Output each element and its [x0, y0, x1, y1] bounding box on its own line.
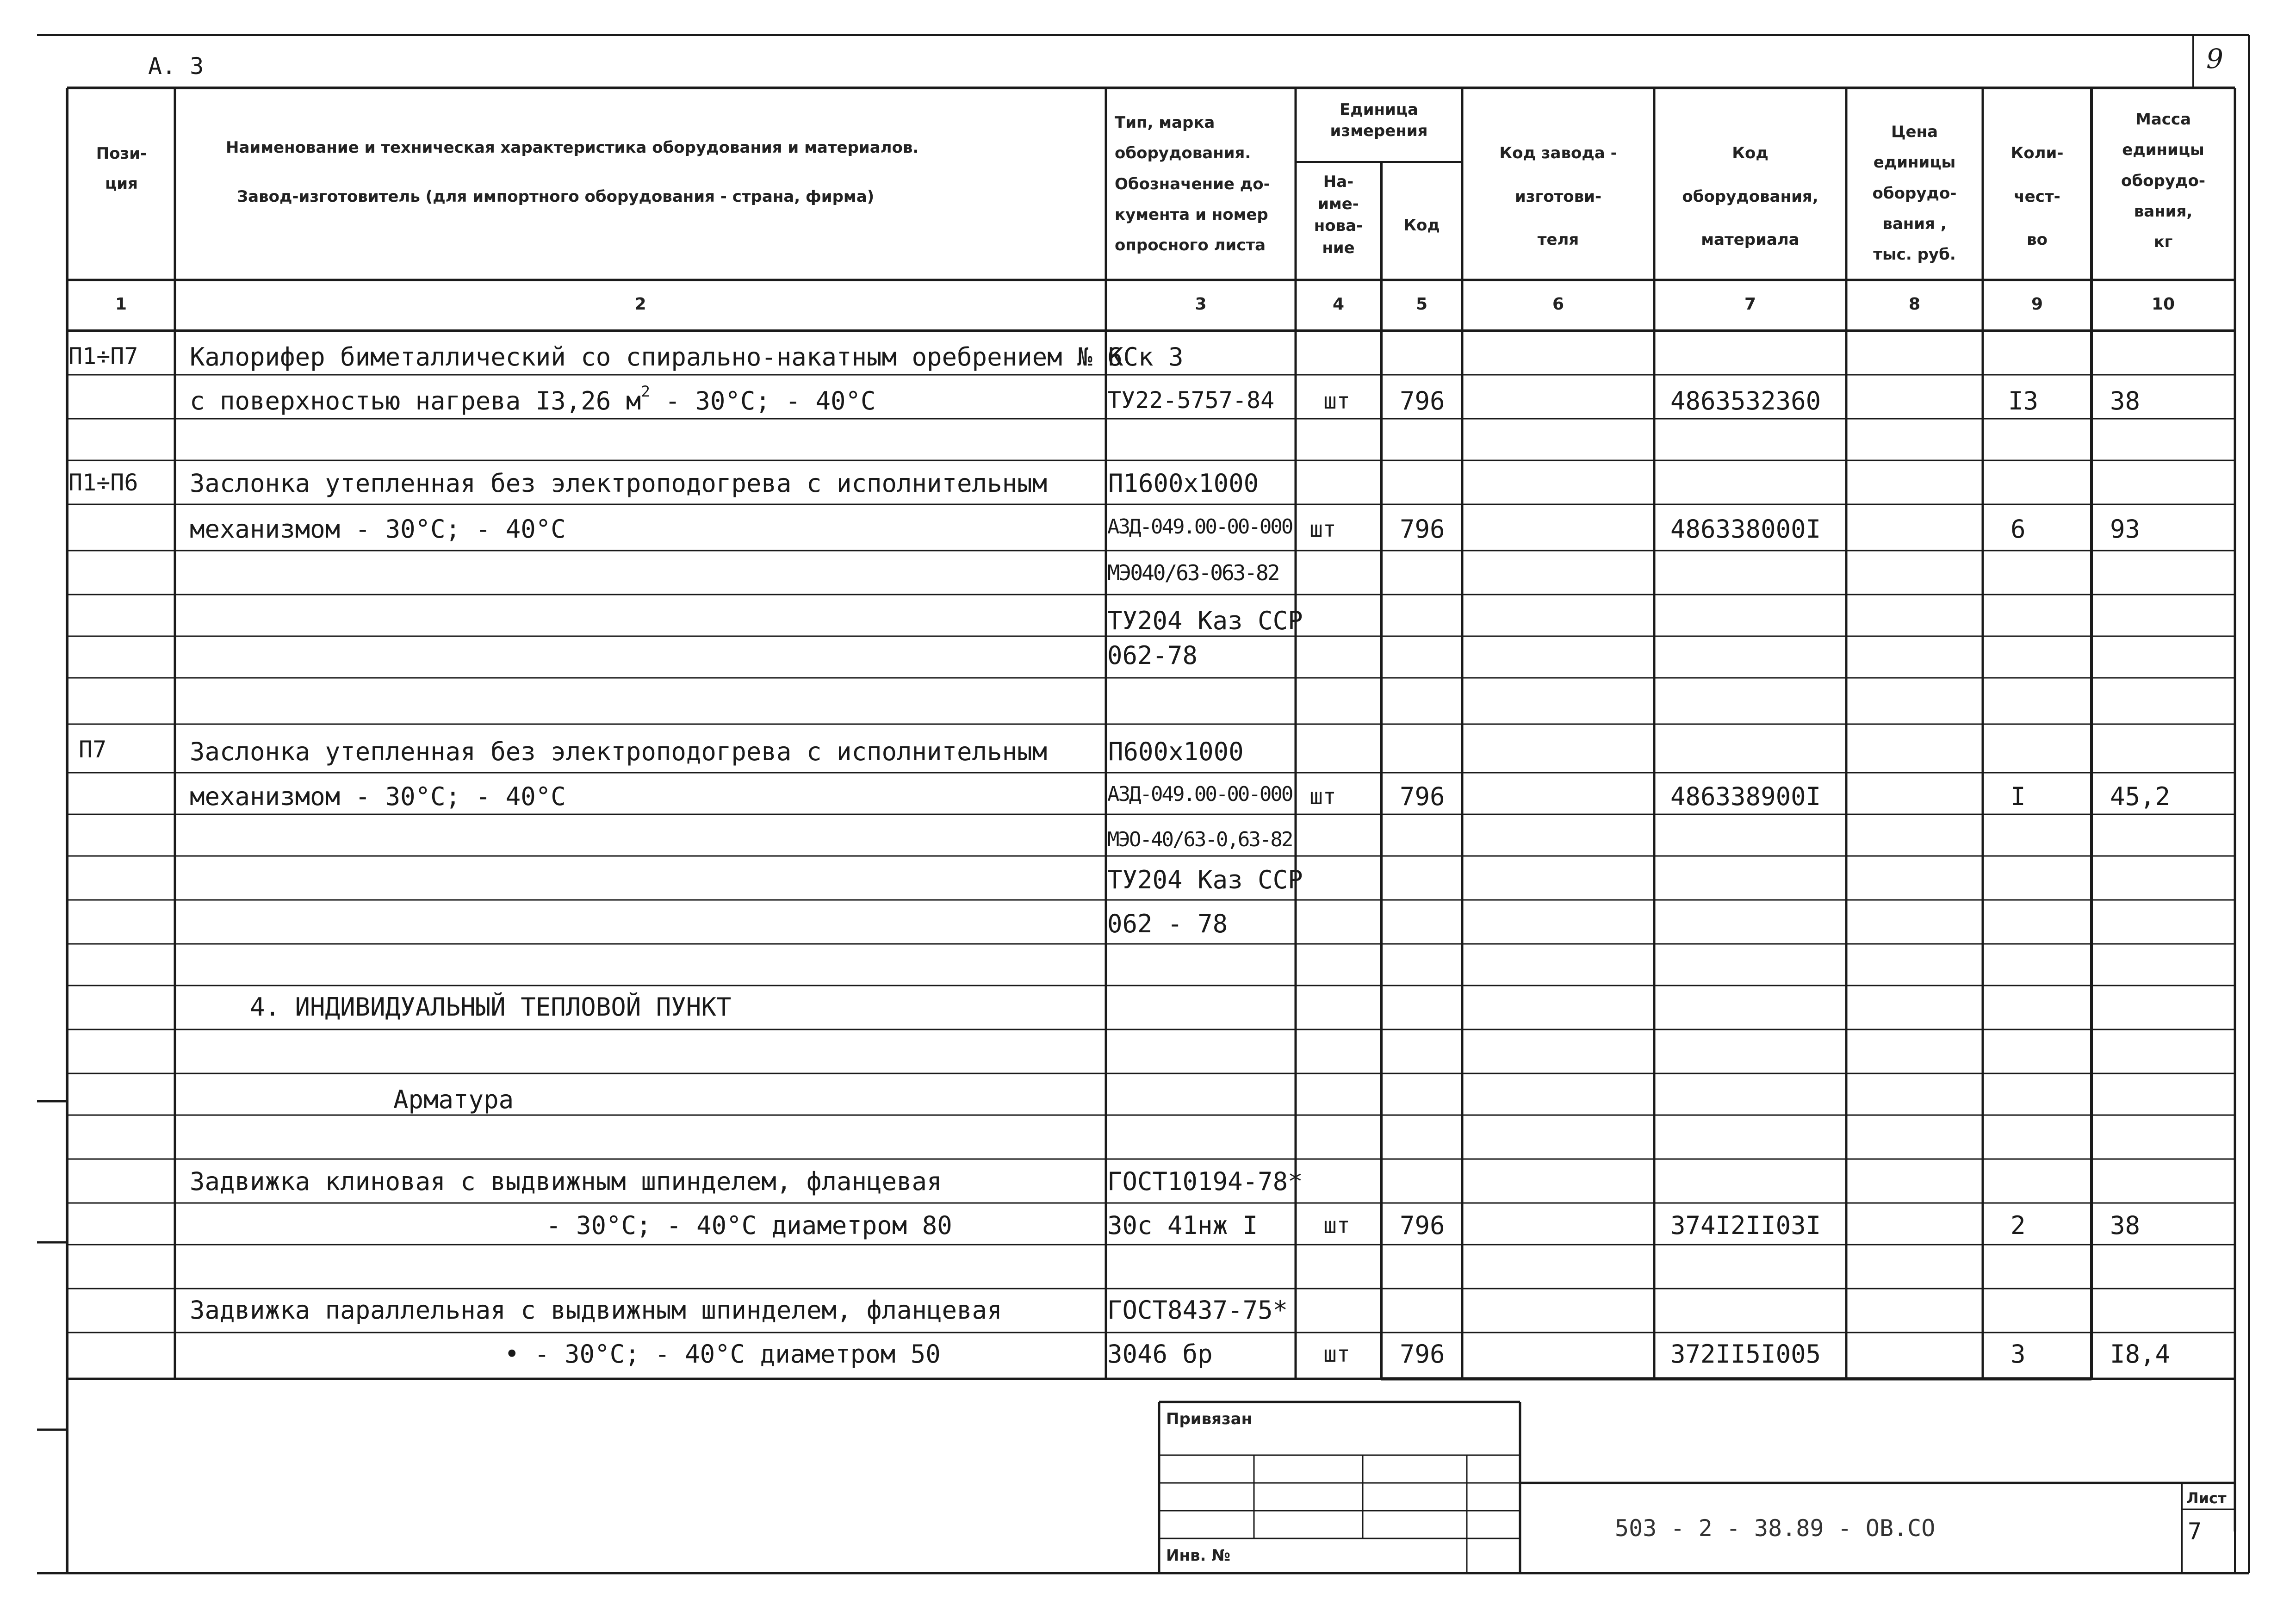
row-quantity: 2 [2011, 1211, 2026, 1240]
row-type: АЗД-049.00-00-000 [1107, 782, 1292, 806]
row-name: Задвижка клиновая с выдвижным шпинделем, фланцевая [190, 1167, 942, 1196]
row-type: МЭО-40/63-0,63-82 [1107, 828, 1292, 851]
row-equipment-code: 4863532360 [1670, 386, 1821, 415]
col-number-7: 7 [1744, 295, 1756, 314]
row-name: механизмом - 30°С; - 40°С [190, 515, 566, 544]
header-name-line1: Наименование и техническая характеристика оборудования и материалов. [226, 138, 919, 157]
stamp-list-label: Лист [2186, 1489, 2227, 1507]
row-name: Заслонка утепленная без электроподогрева с исполнительным [190, 469, 1048, 498]
row-equipment-code: 372II5I005 [1670, 1339, 1821, 1369]
col-number-3: 3 [1195, 295, 1207, 314]
row-unit: шт [1309, 784, 1336, 810]
row-mass: 38 [2110, 386, 2141, 415]
sheet-number-top: 9 [2206, 43, 2223, 74]
row-mass: 38 [2110, 1211, 2141, 1240]
row-code: 796 [1400, 1211, 1445, 1240]
header-unit-code: Код [1403, 216, 1440, 235]
subsection-heading: Арматура [393, 1085, 514, 1114]
row-quantity: I [2011, 782, 2026, 811]
row-type: МЭ040/63-063-82 [1107, 560, 1279, 585]
header-type-mark: Тип, марка оборудования. Обозначение до- кумента и номер опросного листа [1115, 113, 1270, 255]
row-equipment-code: 486338900I [1670, 782, 1821, 811]
col-number-2: 2 [634, 295, 646, 314]
row-quantity: 3 [2011, 1339, 2026, 1369]
superscript: 2 [641, 383, 650, 400]
col-number-1: 1 [115, 295, 127, 314]
section-heading: 4. ИНДИВИДУАЛЬНЫЙ ТЕПЛОВОЙ ПУНКТ [250, 992, 732, 1022]
row-unit: шт [1323, 1341, 1350, 1367]
row-type: П1600х1000 [1108, 469, 1259, 498]
row-equipment-code: 486338000I [1670, 515, 1821, 544]
row-type: 062-78 [1107, 641, 1198, 670]
col-number-8: 8 [1908, 295, 1921, 314]
header-equipment-code: Код оборудования, материала [1682, 144, 1818, 249]
row-type: П600х1000 [1108, 737, 1244, 766]
stamp-inv-no: Инв. № [1166, 1546, 1231, 1565]
row-name: Заслонка утепленная без электроподогрева с исполнительным [190, 737, 1048, 766]
row-type: 3046 бр [1107, 1339, 1213, 1369]
row-mass: I8,4 [2110, 1339, 2171, 1369]
row-code: 796 [1400, 1339, 1445, 1369]
row-name: механизмом - 30°С; - 40°С [190, 782, 566, 811]
row-type: ТУ204 Каз ССР [1107, 865, 1303, 894]
corner-label: А. 3 [148, 53, 204, 80]
row-mass: 45,2 [2110, 782, 2171, 811]
row-unit: шт [1309, 516, 1336, 542]
row-position: П7 [79, 736, 107, 763]
stamp-privyazan: Привязан [1166, 1410, 1253, 1428]
row-position: П1÷П6 [68, 469, 138, 496]
row-type: АЗД-049.00-00-000 [1107, 515, 1292, 539]
row-code: 796 [1400, 386, 1445, 415]
row-name: Задвижка параллельная с выдвижным шпинделем, фланцевая [190, 1296, 1002, 1325]
col-number-4: 4 [1332, 295, 1345, 314]
row-position: П1÷П7 [68, 343, 138, 370]
row-code: 796 [1400, 515, 1445, 544]
row-type: КСк 3 [1108, 342, 1184, 372]
col-number-5: 5 [1415, 295, 1428, 314]
header-name-line2: Завод-изготовитель (для импортного оборудования - страна, фирма) [237, 187, 875, 206]
row-type: 062 - 78 [1107, 909, 1228, 938]
header-unit-price: Цена единицы оборудо- вания , тыс. руб. [1872, 123, 1957, 264]
row-mass: 93 [2110, 515, 2141, 544]
row-name: с поверхностью нагрева I3,26 $м^2 - 30^\circ С$; - 40°С [190, 383, 876, 415]
row-code: 796 [1400, 782, 1445, 811]
row-type: ТУ22-5757-84 [1107, 387, 1275, 414]
header-unit-group: Единица измерения [1330, 100, 1428, 140]
col-number-6: 6 [1552, 295, 1564, 314]
header-position: Пози- ция [96, 144, 147, 193]
stamp-list-number: 7 [2188, 1518, 2202, 1545]
row-quantity: 6 [2011, 515, 2026, 544]
row-name: Калорифер биметаллический со спирально-накатным оребрением № 6 [190, 342, 1123, 372]
header-factory-code: Код завода - изготови- теля [1499, 144, 1617, 249]
header-quantity: Коли- чест- во [2011, 144, 2064, 249]
row-name: • - 30°С; - 40°С диаметром 50 [504, 1339, 941, 1369]
row-quantity: I3 [2008, 386, 2039, 415]
header-unit-name: На- име- нова- ние [1314, 173, 1363, 257]
header-unit-mass: Масса единицы оборудо- вания, кг [2121, 110, 2205, 252]
row-type: ГОСТ10194-78* [1107, 1167, 1303, 1196]
row-type: ГОСТ8437-75* [1107, 1296, 1288, 1325]
row-unit: шт [1323, 388, 1350, 414]
row-unit: шт [1323, 1213, 1350, 1239]
col-number-9: 9 [2031, 295, 2043, 314]
row-name: - 30°С; - 40°С диаметром 80 [546, 1211, 952, 1240]
col-number-10: 10 [2151, 295, 2175, 314]
row-type: ТУ204 Каз ССР [1107, 606, 1303, 635]
row-equipment-code: 374I2II03I [1670, 1211, 1821, 1240]
row-type: 30с 41нж I [1107, 1211, 1258, 1240]
document-code: 503 - 2 - 38.89 - ОВ.СО [1615, 1515, 1936, 1542]
